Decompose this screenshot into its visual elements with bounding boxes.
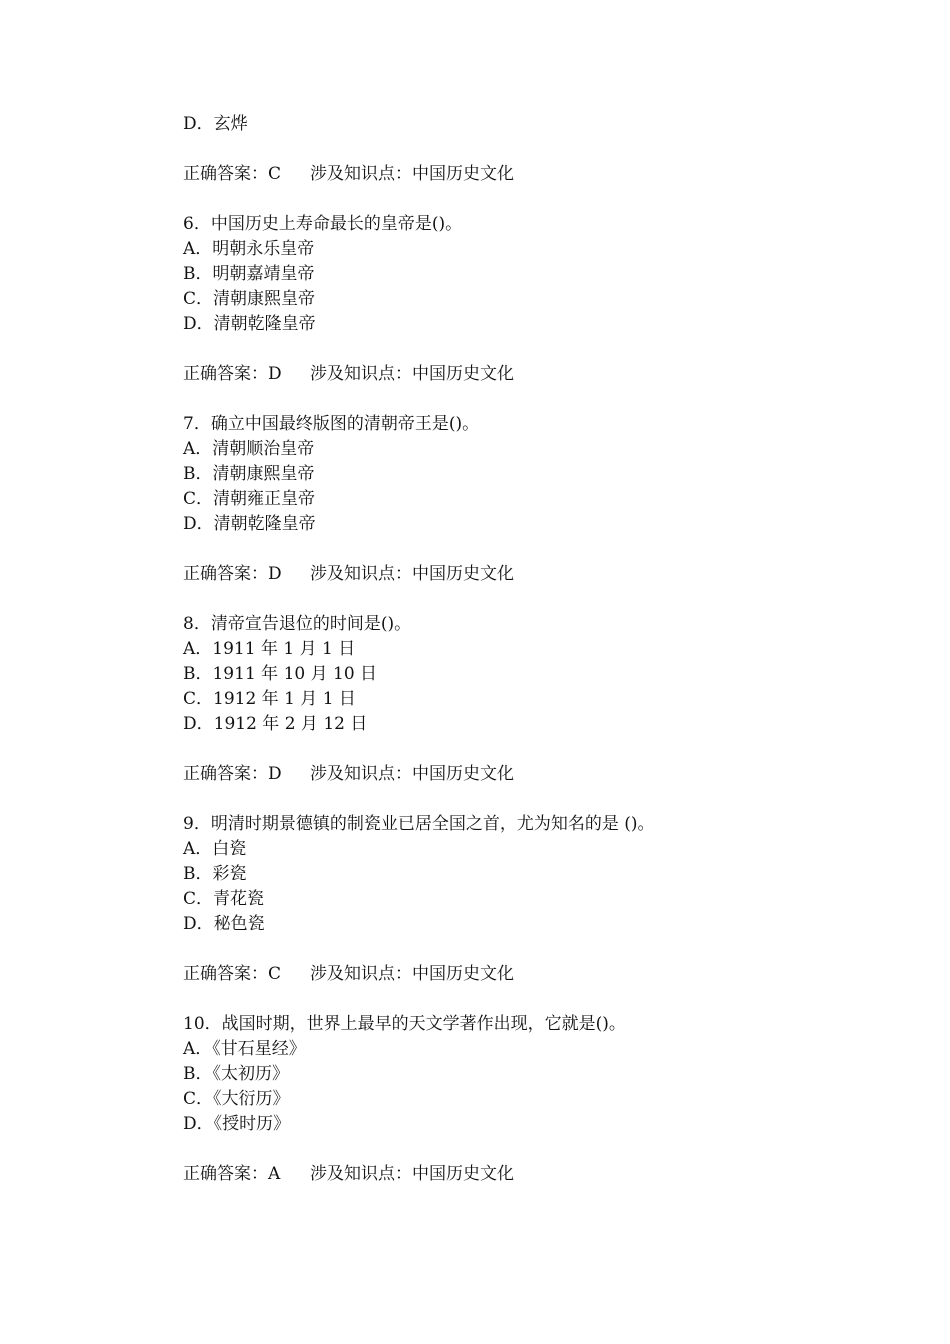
answer-value: D bbox=[268, 564, 282, 584]
answer-value: A bbox=[268, 1164, 281, 1184]
spacer bbox=[183, 537, 883, 562]
option-a: A．1911 年 1 月 1 日 bbox=[183, 639, 356, 659]
option-d: D．《授时历》 bbox=[183, 1114, 291, 1134]
topic-value: 中国历史文化 bbox=[412, 164, 514, 184]
question-stem: 9．明清时期景德镇的制瓷业已居全国之首，尤为知名的是 ()。 bbox=[183, 814, 655, 834]
answer-label: 正确答案： bbox=[183, 364, 268, 384]
topic-label: 涉及知识点： bbox=[310, 964, 412, 984]
option-b: B．彩瓷 bbox=[183, 864, 247, 884]
topic-value: 中国历史文化 bbox=[412, 964, 514, 984]
spacer bbox=[183, 987, 883, 1012]
answer-value: C bbox=[268, 964, 282, 984]
option-b: B．《太初历》 bbox=[183, 1064, 289, 1084]
option-c: C．《大衍历》 bbox=[183, 1089, 290, 1109]
option-a: A．《甘石星经》 bbox=[183, 1039, 306, 1059]
answer-label: 正确答案： bbox=[183, 764, 268, 784]
topic-label: 涉及知识点： bbox=[310, 764, 412, 784]
option-d: D．秘色瓷 bbox=[183, 914, 265, 934]
option-d: D．玄烨 bbox=[183, 114, 248, 134]
spacer bbox=[183, 387, 883, 412]
topic-value: 中国历史文化 bbox=[412, 1164, 514, 1184]
answer-label: 正确答案： bbox=[183, 164, 268, 184]
spacer bbox=[183, 587, 883, 612]
spacer bbox=[183, 737, 883, 762]
topic-value: 中国历史文化 bbox=[412, 764, 514, 784]
answer-line bbox=[183, 362, 883, 387]
topic-label: 涉及知识点： bbox=[310, 164, 412, 184]
option-a: A．明朝永乐皇帝 bbox=[183, 239, 315, 259]
option-c: C．青花瓷 bbox=[183, 889, 265, 909]
answer-line bbox=[183, 962, 883, 987]
spacer bbox=[183, 1137, 883, 1162]
answer-label: 正确答案： bbox=[183, 564, 268, 584]
answer-value: D bbox=[268, 764, 282, 784]
option-b: B．清朝康熙皇帝 bbox=[183, 464, 315, 484]
option-b: B．1911 年 10 月 10 日 bbox=[183, 664, 378, 684]
answer-line bbox=[183, 562, 883, 587]
topic-label: 涉及知识点： bbox=[310, 364, 412, 384]
answer-value: C bbox=[268, 164, 282, 184]
spacer bbox=[183, 937, 883, 962]
option-c: C．1912 年 1 月 1 日 bbox=[183, 689, 356, 709]
question-stem: 7．确立中国最终版图的清朝帝王是()。 bbox=[183, 414, 480, 434]
option-d: D．清朝乾隆皇帝 bbox=[183, 514, 316, 534]
document-content bbox=[183, 112, 883, 1187]
option-d: D．1912 年 2 月 12 日 bbox=[183, 714, 368, 734]
spacer bbox=[183, 137, 883, 162]
option-d: D．清朝乾隆皇帝 bbox=[183, 314, 316, 334]
answer-line bbox=[183, 762, 883, 787]
option-a: A．清朝顺治皇帝 bbox=[183, 439, 315, 459]
answer-value: D bbox=[268, 364, 282, 384]
topic-value: 中国历史文化 bbox=[412, 364, 514, 384]
option-a: A．白瓷 bbox=[183, 839, 247, 859]
spacer bbox=[183, 787, 883, 812]
spacer bbox=[183, 187, 883, 212]
answer-label: 正确答案： bbox=[183, 1164, 268, 1184]
option-c: C．清朝雍正皇帝 bbox=[183, 489, 316, 509]
question-stem: 10．战国时期，世界上最早的天文学著作出现，它就是()。 bbox=[183, 1014, 626, 1034]
topic-label: 涉及知识点： bbox=[310, 1164, 412, 1184]
answer-line bbox=[183, 162, 883, 187]
spacer bbox=[183, 337, 883, 362]
topic-label: 涉及知识点： bbox=[310, 564, 412, 584]
option-c: C．清朝康熙皇帝 bbox=[183, 289, 316, 309]
question-stem: 8．清帝宣告退位的时间是()。 bbox=[183, 614, 412, 634]
answer-label: 正确答案： bbox=[183, 964, 268, 984]
answer-line bbox=[183, 1162, 883, 1187]
topic-value: 中国历史文化 bbox=[412, 564, 514, 584]
option-b: B．明朝嘉靖皇帝 bbox=[183, 264, 315, 284]
question-stem: 6．中国历史上寿命最长的皇帝是()。 bbox=[183, 214, 463, 234]
